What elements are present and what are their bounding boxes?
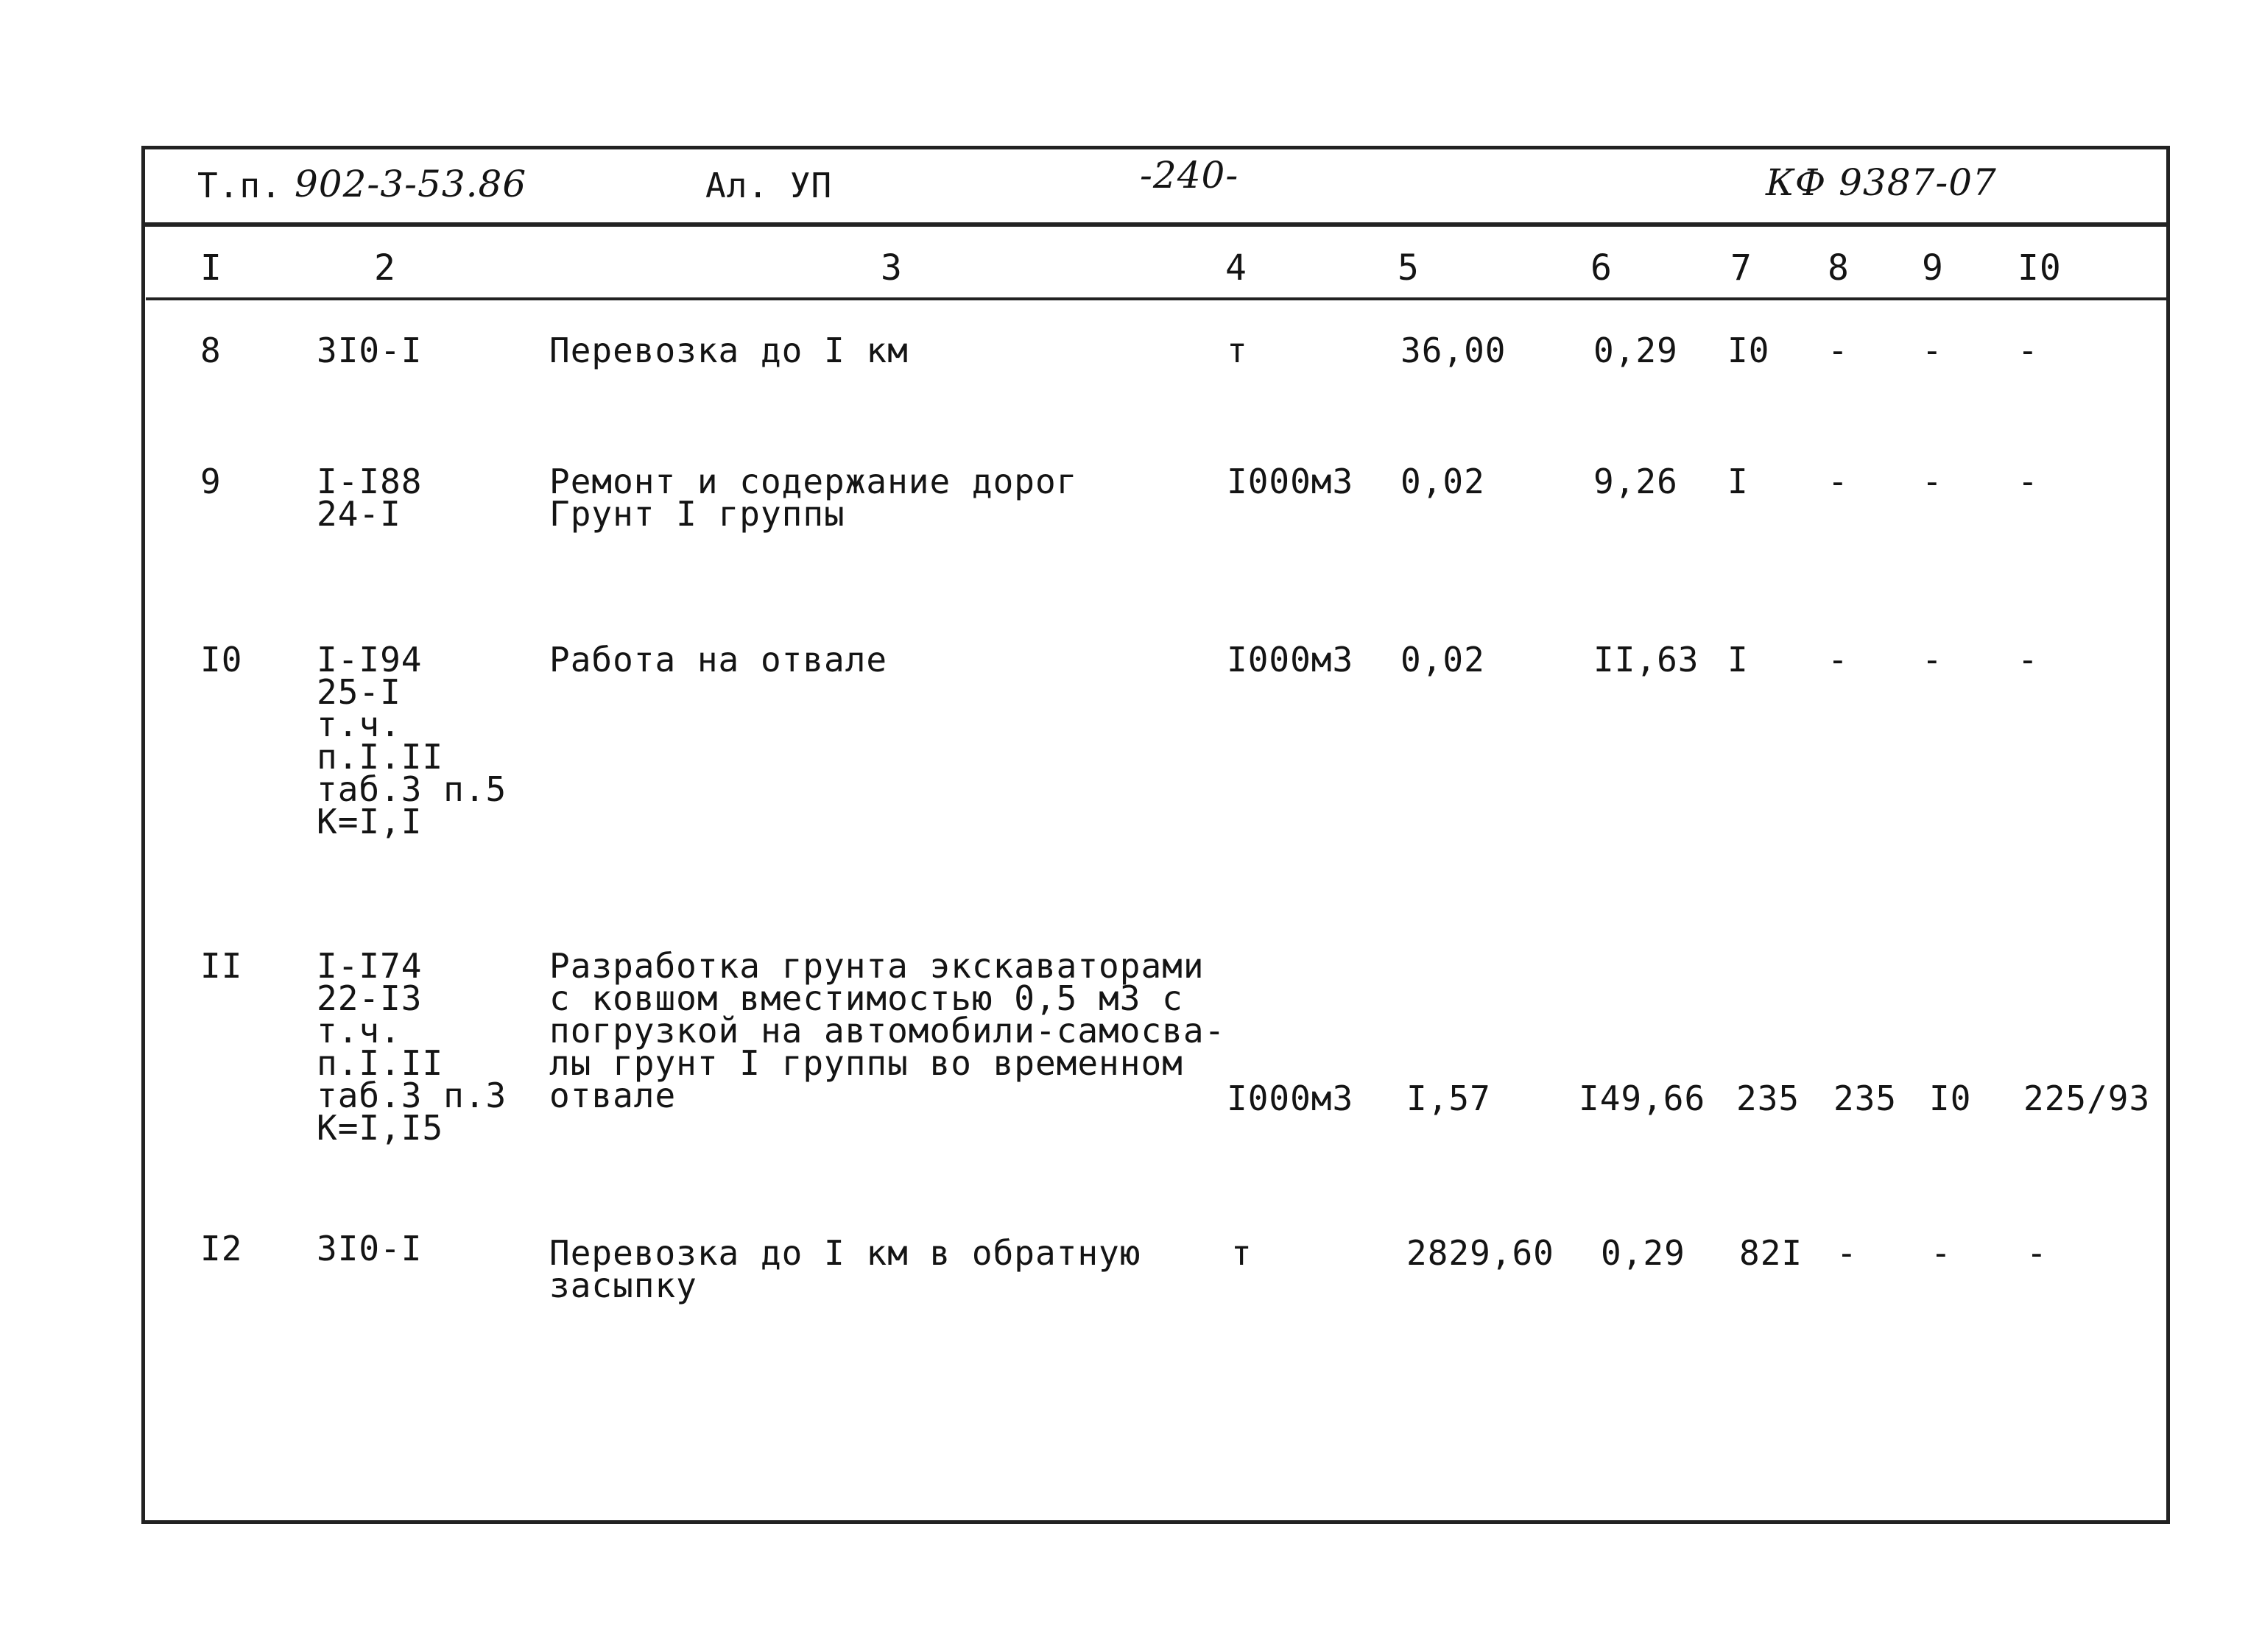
column-number: 9 <box>1922 247 1944 289</box>
col10-value: - <box>2018 640 2039 679</box>
col8-value: - <box>1836 1233 1858 1273</box>
unit: т <box>1231 1233 1252 1273</box>
unit-price: 9,26 <box>1593 462 1678 501</box>
unit: I000м3 <box>1227 462 1354 501</box>
col10-value: - <box>2026 1233 2048 1273</box>
col8-value: 235 <box>1833 1079 1898 1118</box>
quantity: 2829,60 <box>1406 1233 1554 1273</box>
column-number: 8 <box>1828 247 1850 289</box>
work-description: Перевозка до I км <box>549 331 909 370</box>
col10-value: - <box>2018 462 2039 501</box>
row-number: I2 <box>200 1229 243 1268</box>
column-number: 3 <box>881 247 903 289</box>
col9-value: - <box>1931 1233 1952 1273</box>
column-header-divider <box>146 297 2170 300</box>
col10-value: - <box>2018 331 2039 370</box>
work-description: Ремонт и содержание дорог Грунт I группы <box>549 462 1078 534</box>
row-number: 8 <box>200 331 222 370</box>
project-prefix: Т.п. <box>197 166 282 205</box>
quantity: I,57 <box>1406 1079 1491 1118</box>
col9-value: - <box>1922 462 1943 501</box>
page-number: -240- <box>1140 154 1239 197</box>
norm-code: I-I74 22-I3 т.ч. п.I.II таб.3 п.3 К=I,I5 <box>317 946 507 1148</box>
column-number: I <box>200 247 222 289</box>
work-description: Работа на отвале <box>549 640 888 679</box>
quantity: 0,02 <box>1400 462 1485 501</box>
row-number: I0 <box>200 640 243 679</box>
col10-value: 225/93 <box>2023 1079 2151 1118</box>
column-number: 4 <box>1225 247 1247 289</box>
column-number: 6 <box>1590 247 1613 289</box>
header-divider <box>141 222 2170 227</box>
column-number: I0 <box>2018 247 2062 289</box>
col7-value: I <box>1727 462 1749 501</box>
col7-value: I <box>1727 640 1749 679</box>
unit-price: I49,66 <box>1579 1079 1706 1118</box>
col7-value: 82I <box>1739 1233 1803 1273</box>
col9-value: - <box>1922 331 1943 370</box>
row-number: II <box>200 946 243 986</box>
unit-price: II,63 <box>1593 640 1699 679</box>
col7-value: I0 <box>1727 331 1770 370</box>
norm-code: I-I88 24-I <box>317 462 423 534</box>
column-number: 2 <box>374 247 396 289</box>
col9-value: - <box>1922 640 1943 679</box>
unit-price: 0,29 <box>1601 1233 1685 1273</box>
row-number: 9 <box>200 462 222 501</box>
quantity: 36,00 <box>1400 331 1507 370</box>
work-description: Перевозка до I км в обратную засыпку <box>549 1233 1141 1305</box>
norm-code: 3I0-I <box>317 1229 423 1268</box>
column-number: 7 <box>1730 247 1752 289</box>
project-number: 902-3-53.86 <box>295 163 527 205</box>
col9-value: I0 <box>1929 1079 1972 1118</box>
norm-code: 3I0-I <box>317 331 423 370</box>
norm-code: I-I94 25-I т.ч. п.I.II таб.3 п.5 К=I,I <box>317 640 507 841</box>
col8-value: - <box>1828 640 1849 679</box>
col7-value: 235 <box>1736 1079 1800 1118</box>
unit-price: 0,29 <box>1593 331 1678 370</box>
unit: I000м3 <box>1227 640 1354 679</box>
column-number: 5 <box>1398 247 1420 289</box>
col8-value: - <box>1828 331 1849 370</box>
unit: т <box>1227 331 1248 370</box>
quantity: 0,02 <box>1400 640 1485 679</box>
col8-value: - <box>1828 462 1849 501</box>
album-label: Ал. УП <box>705 166 833 205</box>
work-description: Разработка грунта экскаваторами с ковшом вместимостью 0,5 м3 с погрузкой на автомобили-самосва- лы грунт I группы во временном отвале <box>549 946 1226 1115</box>
document-code: КФ 9387-07 <box>1766 161 1997 204</box>
unit: I000м3 <box>1227 1079 1354 1118</box>
